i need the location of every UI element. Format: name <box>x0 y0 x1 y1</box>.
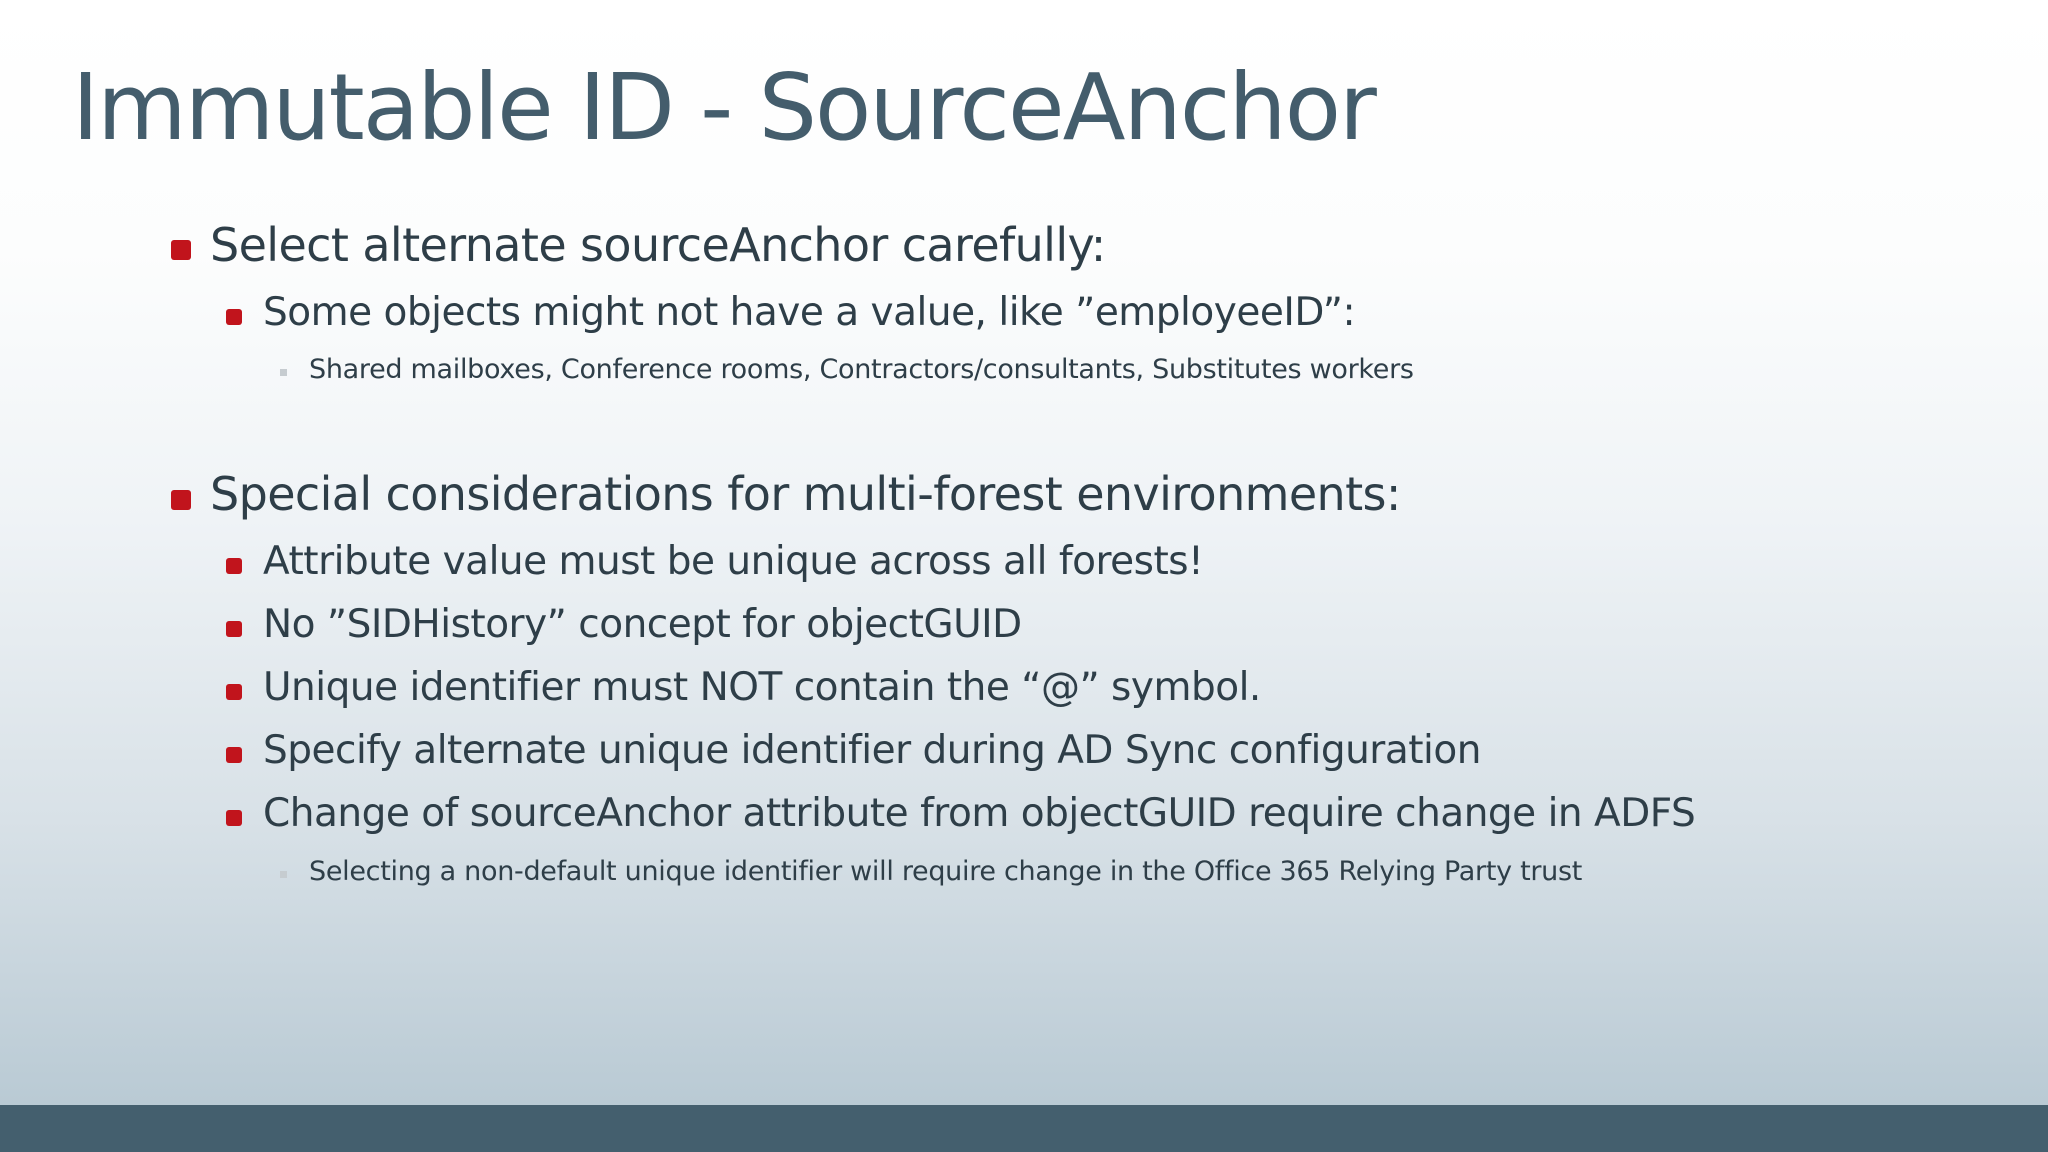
footer-bar <box>0 1105 2048 1152</box>
bullet-text-level-2: No ”SIDHistory” concept for objectGUID <box>263 602 1022 647</box>
slide-title: Immutable ID - SourceAnchor <box>72 54 1375 161</box>
bullet-text-level-2: Specify alternate unique identifier during AD Sync configuration <box>263 728 1481 773</box>
square-bullet-icon <box>171 240 191 260</box>
small-square-bullet-icon <box>280 871 287 878</box>
square-bullet-icon <box>226 309 242 325</box>
bullet-text-level-1: Select alternate sourceAnchor carefully: <box>210 218 1106 272</box>
bullet-text-level-1: Special considerations for multi-forest environments: <box>210 467 1401 521</box>
square-bullet-icon <box>226 621 242 637</box>
bullet-text-level-2: Attribute value must be unique across all forests! <box>263 539 1204 584</box>
square-bullet-icon <box>171 490 191 510</box>
bullet-text-level-3: Selecting a non-default unique identifier will require change in the Office 365 Relying Party trust <box>309 856 1583 887</box>
bullet-text-level-2: Change of sourceAnchor attribute from objectGUID require change in ADFS <box>263 791 1696 836</box>
square-bullet-icon <box>226 558 242 574</box>
bullet-text-level-2: Unique identifier must NOT contain the “@” symbol. <box>263 665 1261 710</box>
small-square-bullet-icon <box>280 369 287 376</box>
bullet-text-level-3: Shared mailboxes, Conference rooms, Contractors/consultants, Substitutes workers <box>309 354 1414 385</box>
square-bullet-icon <box>226 747 242 763</box>
bullet-text-level-2: Some objects might not have a value, like ”employeeID”: <box>263 290 1356 335</box>
square-bullet-icon <box>226 810 242 826</box>
square-bullet-icon <box>226 684 242 700</box>
